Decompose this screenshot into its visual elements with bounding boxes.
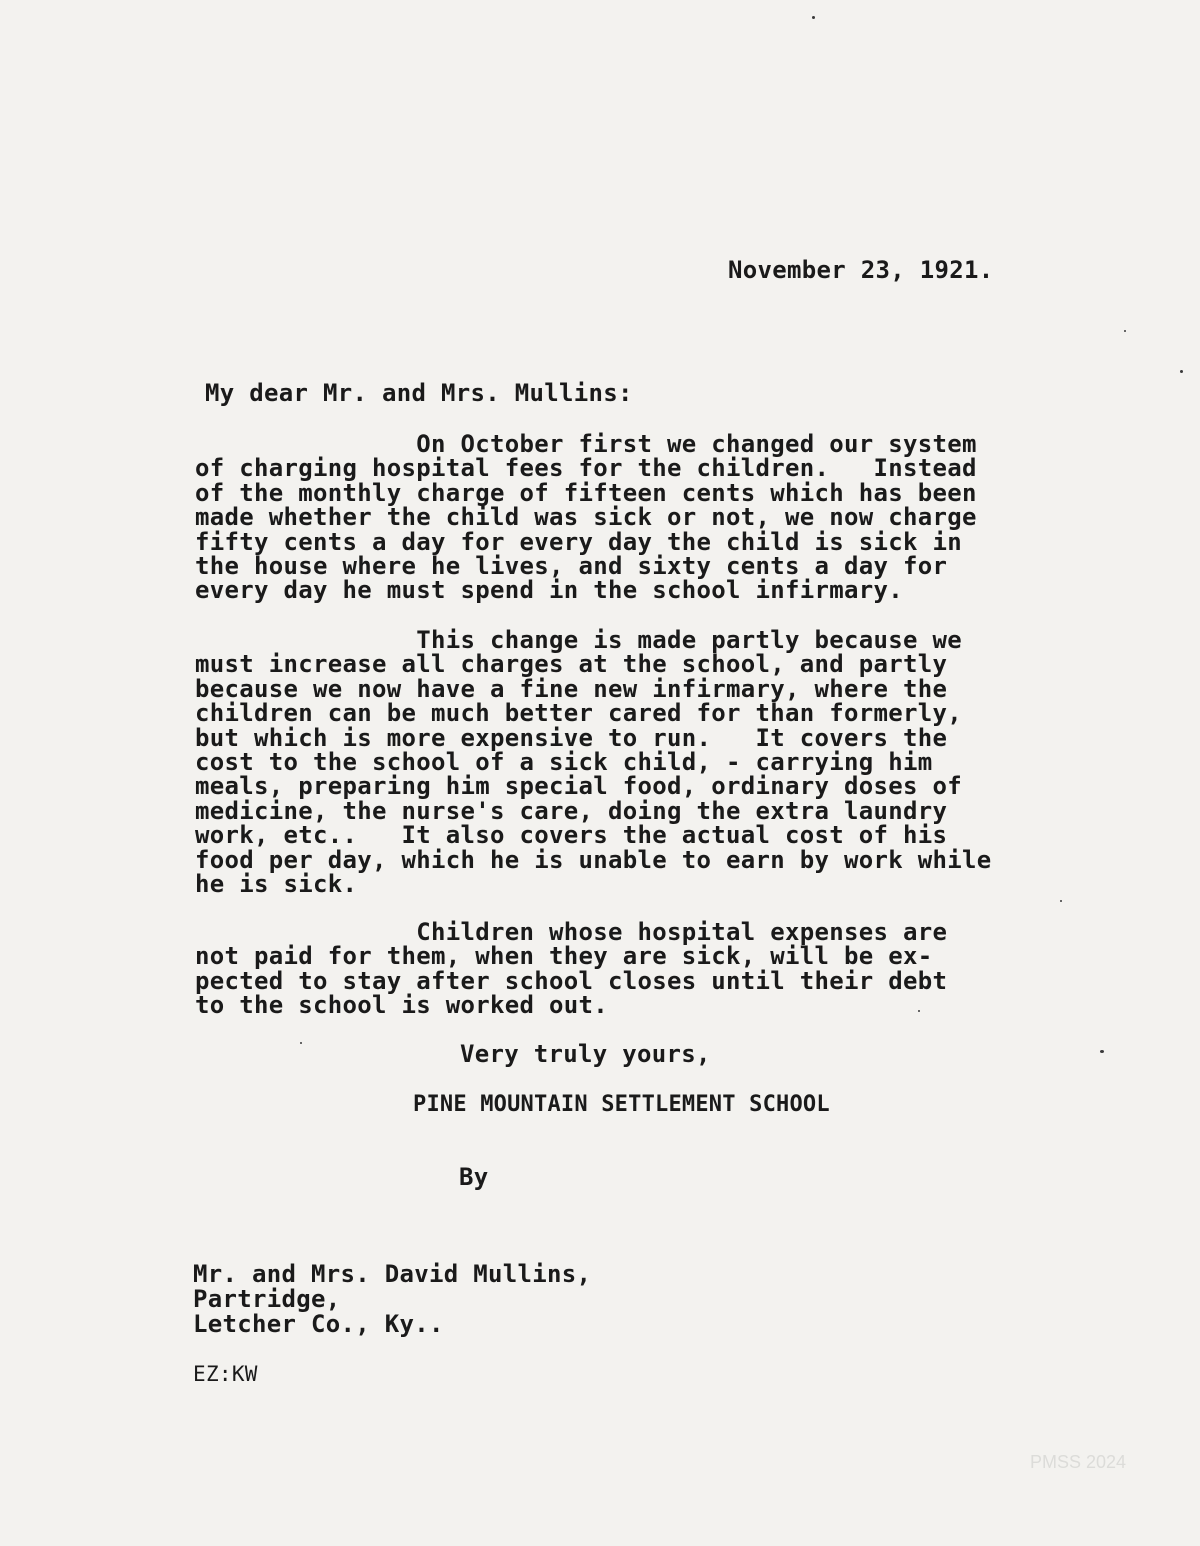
- paragraph-line: because we now have a fine new infirmary, where the: [195, 674, 948, 703]
- address-line: Letcher Co., Ky..: [193, 1310, 444, 1338]
- paragraph-line: On October first we changed our system: [195, 430, 977, 458]
- paper-speck: [300, 1042, 302, 1044]
- paragraph-2: [195, 626, 992, 899]
- salutation: My dear Mr. and Mrs. Mullins:: [205, 379, 633, 407]
- paragraph-line: to the school is worked out.: [195, 991, 608, 1020]
- watermark: PMSS 2024: [1030, 1452, 1127, 1472]
- paragraph-line: fifty cents a day for every day the child is sick in: [195, 527, 962, 556]
- paper-speck: [918, 1010, 920, 1012]
- paper-speck: [1060, 900, 1062, 902]
- signature-by: By: [459, 1163, 489, 1191]
- recipient-address: [193, 1262, 591, 1337]
- paper-speck: [1180, 370, 1183, 373]
- paragraph-line: Children whose hospital expenses are: [195, 918, 948, 946]
- paragraph-line: meals, preparing him special food, ordinary doses of: [195, 772, 962, 801]
- paragraph-line: of charging hospital fees for the children. Instead: [195, 454, 977, 483]
- paragraph-line: work, etc.. It also covers the actual cost of his: [195, 821, 948, 850]
- paragraph-line: pected to stay after school closes until their debt: [195, 966, 948, 995]
- address-line: Partridge,: [193, 1285, 341, 1313]
- paragraph-line: every day he must spend in the school infirmary.: [195, 576, 903, 605]
- paragraph-line: of the monthly charge of fifteen cents which has been: [195, 478, 977, 507]
- paper-speck: [1124, 330, 1126, 332]
- paragraph-line: children can be much better cared for than formerly,: [195, 699, 962, 728]
- paragraph-line: cost to the school of a sick child, - carrying him: [195, 748, 933, 777]
- paragraph-line: not paid for them, when they are sick, will be ex-: [195, 942, 933, 971]
- organization-name: PINE MOUNTAIN SETTLEMENT SCHOOL: [413, 1092, 830, 1117]
- paragraph-3: [195, 920, 947, 1018]
- paragraph-1: [195, 432, 977, 603]
- paragraph-line: the house where he lives, and sixty cents a day for: [195, 552, 948, 581]
- paragraph-line: made whether the child was sick or not, we now charge: [195, 503, 977, 532]
- paragraph-line: he is sick.: [195, 870, 358, 899]
- paper-speck: [812, 16, 815, 19]
- paper-speck: [1100, 1050, 1104, 1053]
- paragraph-line: food per day, which he is unable to earn by work while: [195, 845, 992, 874]
- closing: Very truly yours,: [460, 1040, 711, 1068]
- typist-initials: EZ:KW: [193, 1362, 258, 1386]
- letter-date: November 23, 1921.: [728, 256, 994, 284]
- paragraph-line: must increase all charges at the school, and partly: [195, 650, 948, 679]
- address-line: Mr. and Mrs. David Mullins,: [193, 1260, 592, 1288]
- paragraph-line: This change is made partly because we: [195, 626, 962, 654]
- paragraph-line: but which is more expensive to run. It covers the: [195, 723, 948, 752]
- paragraph-line: medicine, the nurse's care, doing the extra laundry: [195, 796, 948, 825]
